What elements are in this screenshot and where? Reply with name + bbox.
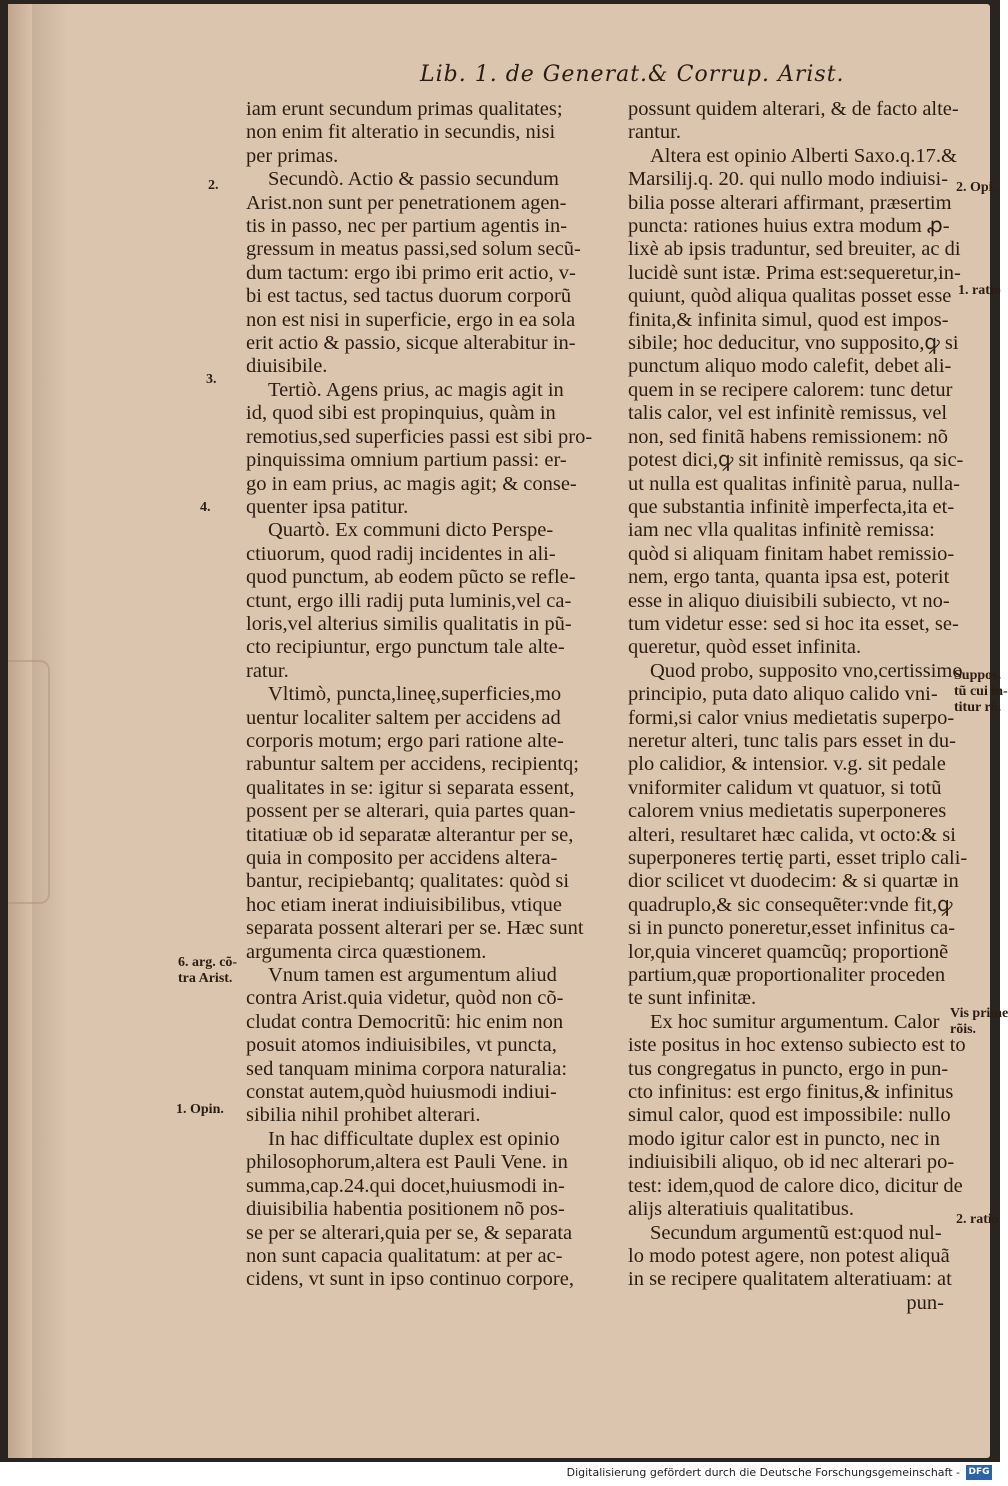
- text-line: dior scilicet vt duodecim: & si quartæ in: [628, 870, 959, 893]
- text-line: si in puncto poneretur,esset infinitus ca-: [628, 917, 956, 940]
- text-line: cto recipiuntur, ergo punctum tale alte-: [246, 636, 565, 659]
- margin-note-suppositum: Suppos. tũ cui in- titur rõ.: [954, 668, 1008, 715]
- text-line: ratur.: [246, 659, 289, 682]
- text-line: possent per se alterari, quia partes quan-: [246, 800, 576, 823]
- footer-credit: Digitalisierung gefördert durch die Deutsche Forschungsgemeinschaft -: [566, 1466, 960, 1479]
- margin-note-opinion-1: 1. Opin.: [176, 1102, 224, 1117]
- text-line: simul calor, quod est impossibile: nullo: [628, 1104, 951, 1127]
- text-line: Vltimò, puncta,lineę,superficies,mo: [268, 683, 562, 706]
- text-line: Marsilij.q. 20. qui nullo modo indiuisi-: [628, 168, 949, 191]
- text-line: gressum in meatus passi,sed solum secũ-: [246, 238, 581, 261]
- text-line: bantur, recipiebantq; qualitates: quòd si: [246, 870, 570, 893]
- text-line: quod punctum, ab eodem pũcto se refle-: [246, 566, 576, 589]
- text-line: talis calor, vel est infinitè remissus, vel: [628, 402, 948, 425]
- running-head: Lib. 1. de Generat.& Corrup. Arist.: [420, 62, 845, 87]
- text-line: possunt quidem alterari, & de facto alte-: [628, 98, 959, 120]
- text-line: formi,si calor vnius medietatis superpo-: [628, 706, 955, 729]
- dfg-logo-icon: DFG: [966, 1465, 992, 1480]
- text-line: go in eam prius, ac magis agit; & conse-: [246, 472, 577, 495]
- text-line: diuisibilia habentia positionem nõ pos-: [246, 1198, 565, 1221]
- text-line: qualitates in se: igitur si separata essent,: [246, 776, 575, 799]
- text-line: alijs alteratiuis qualitatibus.: [628, 1198, 855, 1221]
- left-text-column: [246, 98, 604, 1292]
- text-line: quadruplo,& sic consequẽter:vnde fit,ꝙ: [628, 893, 953, 916]
- text-line: contra Arist.quia videtur, quòd non cõ-: [246, 987, 564, 1010]
- text-line: quem in se recipere calorem: tunc detur: [628, 378, 953, 401]
- margin-note-vis-primae: Vis prime rõis.: [950, 1006, 1008, 1037]
- text-line: Vnum tamen est argumentum aliud: [268, 964, 557, 987]
- text-line: queretur, quòd esset infinita.: [628, 636, 862, 659]
- text-line: punctum aliquo modo calefit, debet ali-: [628, 355, 952, 378]
- text-line: ut nulla est qualitas infinitè parua, nulla-: [628, 472, 960, 495]
- text-line: lucidè sunt istæ. Prima est:sequeretur,in-: [628, 261, 961, 284]
- text-line: id, quod sibi est propinquius, quàm in: [246, 402, 556, 425]
- text-line: se per se alterari,quia per se, & separata: [246, 1221, 573, 1244]
- text-line: cidens, vt sunt in ipso continuo corpore,: [246, 1268, 574, 1291]
- text-line: tis in passo, nec per partium agentis in-: [246, 215, 568, 238]
- text-line: test: idem,quod de calore dico, dicitur de: [628, 1174, 963, 1197]
- text-line: loris,vel alterius similis qualitatis in pũ-: [246, 612, 572, 635]
- text-line: iam nec vlla qualitas infinitè remissa:: [628, 519, 935, 542]
- text-line: non enim fit alteratio in secundis, nisi: [246, 121, 556, 144]
- text-line: diuisibile.: [246, 355, 328, 378]
- text-line: sed tanquam minima corpora naturalia:: [246, 1057, 568, 1080]
- text-line: erit actio & passio, sicque alterabitur in-: [246, 332, 576, 355]
- text-line: in se recipere qualitatem alteratiuam: at: [628, 1268, 952, 1291]
- margin-note-ratio-2: 2. ratio: [956, 1212, 999, 1227]
- text-line: separata possent alterari per se. Hæc sunt: [246, 917, 584, 940]
- text-line: remotius,sed superficies passi est sibi pro-: [246, 425, 593, 448]
- text-line: sibile; hoc deducitur, vno supposito,ꝙ si: [628, 332, 959, 355]
- text-line: nem, ergo tanta, quanta ipsa est, poterit: [628, 566, 950, 589]
- text-line: partium,quæ proportionaliter proceden: [628, 964, 946, 987]
- text-line: dum tactum: ergo ibi primo erit actio, v-: [246, 261, 576, 284]
- margin-note-opinion-2: 2. Opi.: [956, 180, 997, 195]
- text-line: Secundò. Actio & passio secundum: [268, 168, 559, 191]
- text-line: uentur localiter saltem per accidens ad: [246, 706, 561, 729]
- text-line: lixè ab ipsis traduntur, sed breuiter, ac di: [628, 238, 961, 261]
- text-line: summa,cap.24.qui docet,huiusmodi in-: [246, 1174, 565, 1197]
- margin-note-3: 3.: [206, 372, 217, 387]
- text-line: quiunt, quòd aliqua qualitas posset esse: [628, 285, 952, 308]
- text-line: ctunt, ergo illi radij puta luminis,vel ca-: [246, 589, 572, 612]
- text-line: bi est tactus, sed tactus duorum corporũ: [246, 285, 572, 308]
- text-line: te sunt infinitæ.: [628, 987, 757, 1010]
- text-line: Ex hoc sumitur argumentum. Calor: [650, 1010, 940, 1033]
- text-line: Arist.non sunt per penetrationem agen-: [246, 191, 567, 214]
- text-line: quenter ipsa patitur.: [246, 495, 409, 518]
- text-line: modo igitur calor est in puncto, nec in: [628, 1127, 940, 1150]
- text-line: finita,& infinita simul, quod est impos-: [628, 308, 949, 331]
- text-line: vniformiter calidum vt quatuor, si totũ: [628, 776, 942, 799]
- text-line: Quod probo, supposito vno,certissimo: [650, 659, 963, 682]
- text-line: bilia posse alterari affirmant, præsertim: [628, 191, 952, 214]
- text-line: In hac difficultate duplex est opinio: [268, 1127, 560, 1150]
- text-line: alteri, resultaret hæc calida, vt octo:& si: [628, 823, 956, 846]
- text-line: Altera est opinio Alberti Saxo.q.17.&: [650, 144, 957, 167]
- text-line: titatiuæ ob id separatæ alterantur per se,: [246, 823, 574, 846]
- text-line: corporis motum; ergo pari ratione alte-: [246, 729, 564, 752]
- margin-note-4: 4.: [200, 500, 211, 515]
- text-line: non est nisi in superficie, ergo in ea sola: [246, 308, 576, 331]
- text-line: cto infinitus: est ergo finitus,& infinitus: [628, 1081, 954, 1104]
- page-tab-shadow: [8, 660, 50, 904]
- text-line: plo calidior, & intensior. v.g. sit pedale: [628, 753, 946, 776]
- text-line: principio, puta dato aliquo calido vni-: [628, 683, 938, 706]
- text-line: indiuisibili aliquo, ob id nec alterari po-: [628, 1151, 955, 1174]
- text-line: puncta: rationes huius extra modum ꝓ-: [628, 215, 950, 238]
- text-line: Tertiò. Agens prius, ac magis agit in: [268, 378, 564, 401]
- text-line: cludat contra Democritũ: hic enim non: [246, 1010, 564, 1033]
- text-line: quòd si aliquam finitam habet remissio-: [628, 542, 955, 565]
- text-line: tus congregatus in puncto, ergo in pun-: [628, 1057, 949, 1080]
- text-line: pinquissima omnium partium passi: er-: [246, 449, 567, 472]
- text-line: non, sed finitã habens remissionem: nõ: [628, 425, 948, 448]
- text-line: tum videtur esse: sed si hoc ita esset, se-: [628, 612, 959, 635]
- margin-note-argument: 6. arg. cõ- tra Arist.: [178, 955, 238, 986]
- text-line: Secundum argumentũ est:quod nul-: [650, 1221, 942, 1244]
- text-line: iste positus in hoc extenso subiecto est to: [628, 1034, 966, 1057]
- catchword: pun-: [906, 1291, 944, 1314]
- text-line: potest dici,ꝙ sit infinitè remissus, qa sic-: [628, 449, 964, 472]
- text-line: posuit atomos indiuisibiles, vt puncta,: [246, 1034, 557, 1057]
- text-line: rantur.: [628, 121, 681, 144]
- text-line: esse in aliquo diuisibili subiecto, vt no-: [628, 589, 950, 612]
- text-line: iam erunt secundum primas qualitates;: [246, 98, 563, 120]
- text-line: neretur alteri, tunc talis pars esset in du-: [628, 729, 956, 752]
- text-line: sibilia nihil prohibet alterari.: [246, 1104, 481, 1127]
- text-line: per primas.: [246, 144, 339, 167]
- margin-note-ratio-1: 1. ratio: [958, 283, 1001, 298]
- text-line: hoc etiam inerat indiuisibilibus, vtique: [246, 893, 562, 916]
- text-line: non sunt capacia qualitatum: at per ac-: [246, 1244, 563, 1267]
- text-line: quia in composito per accidens altera-: [246, 847, 558, 869]
- text-line: argumenta circa quæstionem.: [246, 940, 487, 963]
- margin-note-2: 2.: [208, 178, 219, 193]
- text-line: lo modo potest agere, non potest aliquã: [628, 1244, 950, 1267]
- text-line: philosophorum,altera est Pauli Vene. in: [246, 1151, 568, 1174]
- text-line: Quartò. Ex communi dicto Perspe-: [268, 519, 554, 542]
- text-line: rabuntur saltem per accidens, recipientq;: [246, 753, 579, 776]
- text-line: constat autem,quòd huiusmodi indiui-: [246, 1081, 557, 1104]
- text-line: calorem vnius medietatis superponeres: [628, 800, 947, 823]
- text-line: superponeres tertię parti, esset triplo cali-: [628, 847, 968, 869]
- text-line: que substantia infinitè imperfecta,ita et-: [628, 495, 955, 518]
- text-line: ctiuorum, quod radij incidentes in ali-: [246, 542, 556, 565]
- right-text-column: [628, 98, 968, 1315]
- text-line: lor,quia vinceret quamcũq; proportionẽ: [628, 940, 949, 963]
